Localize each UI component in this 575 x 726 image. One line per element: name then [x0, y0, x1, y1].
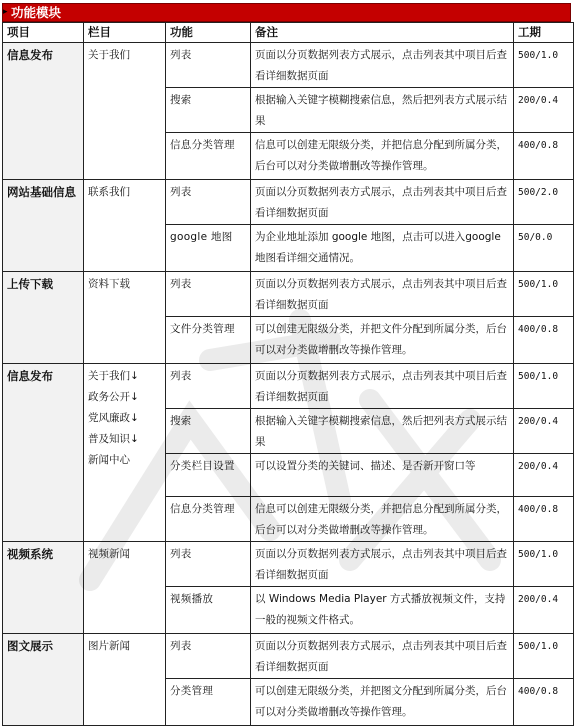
anchor-mark-icon: ▸	[3, 7, 8, 17]
cell-note: 以 Windows Media Player 方式播放视频文件，支持一般的视频文件格式。	[251, 587, 514, 634]
cell-column: 图片新闻	[84, 634, 166, 726]
cell-note: 页面以分页数据列表方式展示，点击列表其中项目后查看详细数据页面	[251, 272, 514, 317]
cell-note: 可以创建无限级分类，并把图文分配到所属分类，后台可以对分类做增删改等操作管理。	[251, 679, 514, 726]
cell-column: 视频新闻	[84, 542, 166, 634]
cell-period: 200/0.4	[514, 587, 574, 634]
table-row	[3, 364, 574, 409]
cell-function: 信息分类管理	[166, 497, 251, 542]
cell-project: 网站基础信息	[3, 180, 84, 272]
cell-note: 为企业地址添加 google 地图，点击可以进入google 地图看详细交通情况。	[251, 225, 514, 272]
cell-period: 500/1.0	[514, 272, 574, 317]
cell-note: 信息可以创建无限级分类，并把信息分配到所属分类，后台可以对分类做增删改等操作管理。	[251, 497, 514, 542]
cell-note: 根据输入关键字模糊搜索信息，然后把列表方式展示结果	[251, 409, 514, 454]
cell-function: 搜索	[166, 88, 251, 133]
cell-function: 视频播放	[166, 587, 251, 634]
cell-column: 关于我们	[84, 43, 166, 180]
header-note: 备注	[251, 23, 514, 43]
cell-project: 图文展示	[3, 634, 84, 726]
cell-period: 500/1.0	[514, 542, 574, 587]
table-header-row	[3, 23, 574, 43]
cell-period: 200/0.4	[514, 454, 574, 497]
cell-project: 上传下载	[3, 272, 84, 364]
cell-project: 信息发布	[3, 43, 84, 180]
table-row	[3, 272, 574, 317]
table-row	[3, 542, 574, 587]
cell-note: 页面以分页数据列表方式展示，点击列表其中项目后查看详细数据页面	[251, 542, 514, 587]
cell-note: 可以创建无限级分类，并把文件分配到所属分类，后台可以对分类做增删改等操作管理。	[251, 317, 514, 364]
function-table	[2, 22, 574, 726]
cell-period: 500/1.0	[514, 43, 574, 88]
table-row	[3, 43, 574, 88]
cell-project: 视频系统	[3, 542, 84, 634]
cell-note: 可以设置分类的关键词、描述、是否新开窗口等	[251, 454, 514, 497]
cell-period: 500/2.0	[514, 180, 574, 225]
section-title: 功能模块	[11, 5, 62, 20]
cell-period: 50/0.0	[514, 225, 574, 272]
cell-note: 页面以分页数据列表方式展示，点击列表其中项目后查看详细数据页面	[251, 364, 514, 409]
cell-note: 根据输入关键字模糊搜索信息，然后把列表方式展示结果	[251, 88, 514, 133]
cell-function: 搜索	[166, 409, 251, 454]
cell-function: 文件分类管理	[166, 317, 251, 364]
cell-period: 500/1.0	[514, 364, 574, 409]
cell-note: 页面以分页数据列表方式展示，点击列表其中项目后查看详细数据页面	[251, 634, 514, 679]
table-row	[3, 634, 574, 679]
cell-period: 400/0.8	[514, 497, 574, 542]
header-column: 栏目	[84, 23, 166, 43]
section-title-bar	[2, 3, 571, 22]
cell-column: 联系我们	[84, 180, 166, 272]
cell-note: 页面以分页数据列表方式展示，点击列表其中项目后查看详细数据页面	[251, 43, 514, 88]
cell-period: 400/0.8	[514, 317, 574, 364]
cell-project: 信息发布	[3, 364, 84, 542]
cell-column: 资料下载	[84, 272, 166, 364]
cell-function: 列表	[166, 634, 251, 679]
header-project: 项目	[3, 23, 84, 43]
cell-function: 分类管理	[166, 679, 251, 726]
cell-function: 列表	[166, 43, 251, 88]
cell-note: 页面以分页数据列表方式展示，点击列表其中项目后查看详细数据页面	[251, 180, 514, 225]
cell-function: google 地图	[166, 225, 251, 272]
header-period: 工期	[514, 23, 574, 43]
cell-period: 200/0.4	[514, 88, 574, 133]
cell-period: 400/0.8	[514, 133, 574, 180]
table-row	[3, 180, 574, 225]
cell-note: 信息可以创建无限级分类，并把信息分配到所属分类，后台可以对分类做增删改等操作管理。	[251, 133, 514, 180]
cell-period: 400/0.8	[514, 679, 574, 726]
cell-period: 200/0.4	[514, 409, 574, 454]
cell-function: 信息分类管理	[166, 133, 251, 180]
table-body	[3, 43, 574, 726]
cell-column: 关于我们↓ 政务公开↓ 党风廉政↓ 普及知识↓ 新闻中心	[84, 364, 166, 542]
cell-function: 列表	[166, 272, 251, 317]
cell-function: 列表	[166, 180, 251, 225]
cell-function: 分类栏目设置	[166, 454, 251, 497]
header-function: 功能	[166, 23, 251, 43]
cell-period: 500/1.0	[514, 634, 574, 679]
cell-function: 列表	[166, 542, 251, 587]
cell-function: 列表	[166, 364, 251, 409]
